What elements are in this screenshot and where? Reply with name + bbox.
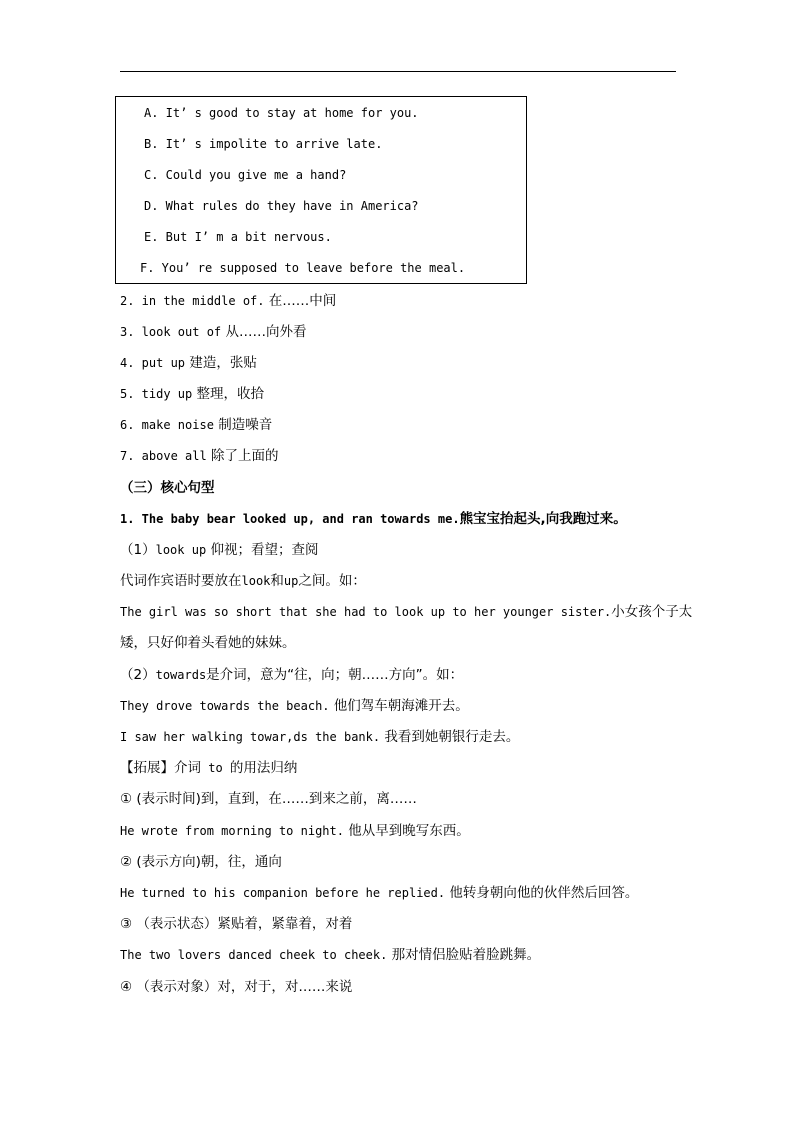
towards-example-1: They drove towards the beach. 他们驾车朝海滩开去。 [120, 698, 469, 714]
lookup-title: （1）look up 仰视；看望；查阅 [120, 542, 319, 558]
option-d: D. What rules do they have in America? [144, 199, 419, 213]
extension-title: 【拓展】介词 to 的用法归纳 [120, 760, 298, 776]
usage-example: The two lovers danced cheek to cheek. 那对情侣脸贴着脸跳舞。 [120, 947, 541, 963]
phrase-item: 3. look out of 从……向外看 [120, 324, 307, 340]
usage-example: He wrote from morning to night. 他从早到晚写东西。 [120, 823, 470, 839]
key-sentence-1: 1. The baby bear looked up, and ran towards me.熊宝宝抬起头,向我跑过来。 [120, 511, 627, 527]
header-rule [120, 71, 676, 72]
usage-label: ② (表示方向)朝，往，通向 [120, 854, 282, 870]
option-f: F. You’ re supposed to leave before the meal. [140, 261, 466, 275]
usage-label: ③ （表示状态）紧贴着，紧靠着，对着 [120, 916, 353, 932]
option-b: B. It’ s impolite to arrive late. [144, 137, 383, 151]
towards-title: （2）towards是介词，意为“往，向；朝……方向”。如： [120, 667, 464, 683]
phrase-item: 7. above all 除了上面的 [120, 448, 279, 464]
lookup-example: The girl was so short that she had to look up to her younger sister.小女孩个子太 [120, 604, 693, 620]
usage-label: ④ （表示对象）对，对于，对……来说 [120, 979, 353, 995]
phrase-item: 6. make noise 制造噪音 [120, 417, 273, 433]
option-c: C. Could you give me a hand? [144, 168, 347, 182]
options-box [115, 96, 527, 284]
towards-example-2: I saw her walking towar,ds the bank. 我看到她朝银行走去。 [120, 729, 520, 745]
option-e: E. But I’ m a bit nervous. [144, 230, 332, 244]
phrase-item: 2. in the middle of. 在……中间 [120, 293, 337, 309]
phrase-item: 4. put up 建造，张贴 [120, 355, 257, 371]
lookup-rule: 代词作宾语时要放在look和up之间。如： [120, 573, 366, 589]
usage-label: ① (表示时间)到，直到，在……到来之前，离…… [120, 791, 417, 807]
section-heading: （三）核心句型 [120, 480, 215, 496]
phrase-item: 5. tidy up 整理，收拾 [120, 386, 265, 402]
usage-example: He turned to his companion before he replied. 他转身朝向他的伙伴然后回答。 [120, 885, 639, 901]
lookup-example-cont: 矮，只好仰着头看她的妹妹。 [120, 635, 296, 651]
option-a: A. It’ s good to stay at home for you. [144, 106, 419, 120]
